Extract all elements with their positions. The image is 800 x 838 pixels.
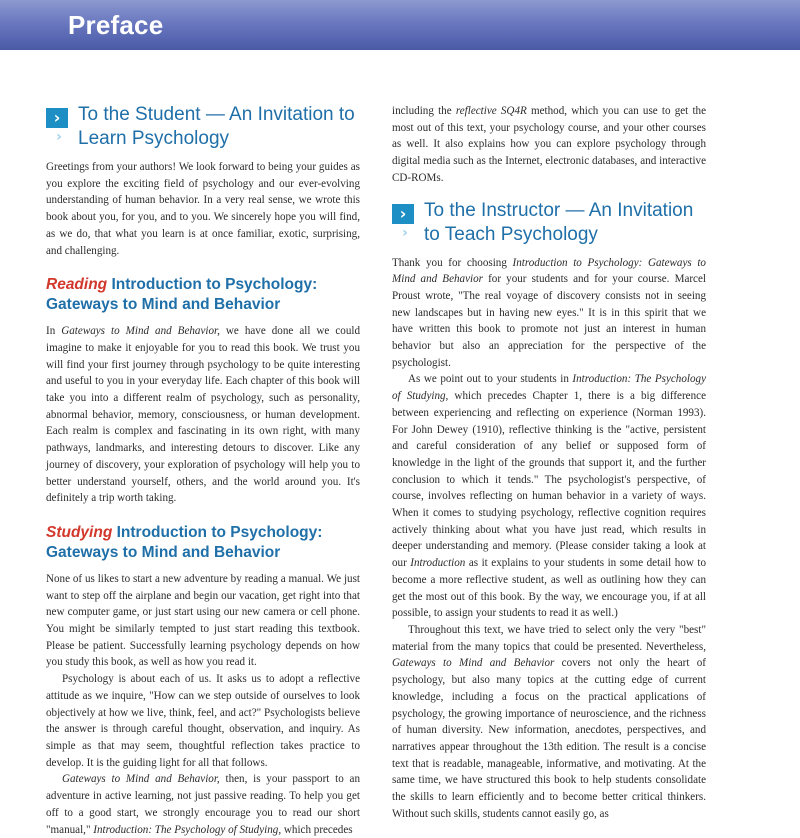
instructor-paragraph-3 <box>392 622 706 822</box>
right-column <box>392 103 706 822</box>
studying-emphasis: Studying <box>46 523 113 541</box>
cont-a: including the <box>392 105 456 117</box>
studying-p3-b: which precedes <box>281 823 353 836</box>
student-heading-title: To the Student — An Invitation to Learn Psychology <box>78 104 355 149</box>
continuation-paragraph <box>392 103 706 187</box>
reading-emphasis: Reading <box>46 276 108 294</box>
left-column <box>46 103 360 838</box>
p2-em2: Introduction <box>410 557 466 570</box>
cont-b: method, which you can use to get the most out of this text, your psychology course, and your other courses as well. It also explains how you can explore psychology through digital media such as the Internet, electronic databases, and interactive CD-ROMs. <box>392 105 706 184</box>
cont-em: reflective SQ4R <box>455 105 527 117</box>
studying-p3-em2: Introduction: The Psychology of Studying, <box>93 823 282 836</box>
p3-a: Throughout this text, we have tried to select only the very "best" material from the many topics that could be presented. Nevertheless, <box>392 623 706 653</box>
instructor-paragraph-2 <box>392 371 706 622</box>
reading-paragraph <box>46 323 360 507</box>
studying-p3-a: then, is your passport to an adventure in active learning, not just passive reading. To help you get off to a good start, we strongly encourage you to read our short "manual," <box>46 773 360 836</box>
chevron-right-icon: › › <box>392 204 414 240</box>
reading-text-b: we have done all we could imagine to make it enjoyable for you to read this book. We trust you will find your first journey through psychology to be quite interesting and useful to you in your everyday life. Each chapter of this book will take you into a different realm of psychology, such as personality, abnormal behavior, memory, consciousness, or human development. Each realm is complex and fascinating in its own right, with many pathways, landmarks, and interesting detours to discover. Like any journey of discovery, your exploration of psychology will help you to better understand yourself, others, and the world around you. It's definitely a trip worth taking. <box>46 325 360 505</box>
reading-text-em: Gateways to Mind and Behavior, <box>61 325 220 338</box>
instructor-paragraph-1 <box>392 255 706 372</box>
studying-paragraph-2: Psychology is about each of us. It asks us to adopt a reflective attitude as we inquire, "How can we step outside of ourselves to look objectively at how we live, think, feel, and act?" Psychologists believe the answer is through careful thought, observation, and inquiry. As simple as that may seem, thoughtful reflection takes practice to develop. It is the guiding light for all that follows. <box>46 673 360 769</box>
p1-em: Introduction to Psychology: Gateways to Mind and Behavior <box>392 256 706 286</box>
p1-a: Thank you for choosing <box>392 256 513 269</box>
instructor-heading-title: To the Instructor — An Invitation to Teach Psychology <box>424 199 694 245</box>
p1-b: for your students and for your course. Marcel Proust wrote, "The real voyage of discovery consists not in seeing new landscapes but in having new eyes." It is in this spirit that we have written this book to promote not just an interest in human behavior but also an appreciation for the perspective of the psychologist. <box>392 273 706 369</box>
p2-a: As we point out to your students in <box>408 373 573 386</box>
studying-paragraph-3 <box>46 771 360 838</box>
p3-b: covers not only the heart of psychology, but also many topics at the cutting edge of current knowledge, including a focus on the practical applications of psychology, the growing importance of neuroscience, and the richness of human diversity. New information, anecdotes, perspectives, and narratives appear throughout the 13th edition. The result is a concise text that is readable, manageable, informative, and motivating. At the same time, we have structured this book to help students consolidate the skills to learn efficiently and to become better critical thinkers. Without such skills, students cannot easily go, as <box>392 657 706 820</box>
page-title: Preface <box>68 10 164 40</box>
p2-em: Introduction: The Psychology of Studying, <box>392 373 706 403</box>
p2-b: which precedes Chapter 1, there is a big difference between experiencing and reflecting on experience (Norman 1993). For John Dewey (1910), reflective thinking is the "active, persistent and careful consideration of any belief or supposed form of knowledge in the light of the grounds that support it, and the further conclusion to which it tends." The psychologist's perspective, of course, involves reflecting on human behavior in a variety of ways. When it comes to studying psychology, reflective cognition requires actively thinking about what you have just read, which results in deeper understanding and memory. (Please consider taking a look at our <box>392 390 706 570</box>
p3-em: Gateways to Mind and Behavior <box>392 657 555 670</box>
reading-subheading <box>46 275 360 315</box>
studying-subheading-text: Introduction to Psychology: Gateways to Mind and Behavior <box>46 523 323 561</box>
student-section-heading <box>46 103 360 151</box>
reading-text-a: In <box>46 325 62 338</box>
p2-c: as it explains to your students in some detail how to become a more reflective student, as well as outlining how they can get the most out of this book. By the way, we encourage you, if at all possible, to assign your students to read it as well.) <box>392 557 706 620</box>
reading-subheading-text: Introduction to Psychology: Gateways to Mind and Behavior <box>46 276 318 314</box>
studying-paragraph-1: None of us likes to start a new adventure by reading a manual. We just want to step off the airplane and begin our vacation, get right into that new computer game, or just start using our new camera or cell phone. You might be similarly tempted to just start reading this textbook. Please be patient. Successfully learning psychology depends on how you study this book, as well as how you read it. <box>46 572 360 669</box>
instructor-section-heading <box>392 199 706 247</box>
preface-banner <box>0 0 800 50</box>
student-paragraph: Greetings from your authors! We look forward to being your guides as you explore the exciting field of psychology and our ever-evolving understanding of human behavior. In a very real sense, we wrote this book about you, for you, and to you. We sincerely hope you will find, as we do, that what you learn is at once familiar, exotic, surprising, and challenging. <box>46 161 360 257</box>
studying-subheading <box>46 523 360 563</box>
chevron-right-icon: › › <box>46 108 68 144</box>
studying-p3-em: Gateways to Mind and Behavior, <box>62 773 220 786</box>
